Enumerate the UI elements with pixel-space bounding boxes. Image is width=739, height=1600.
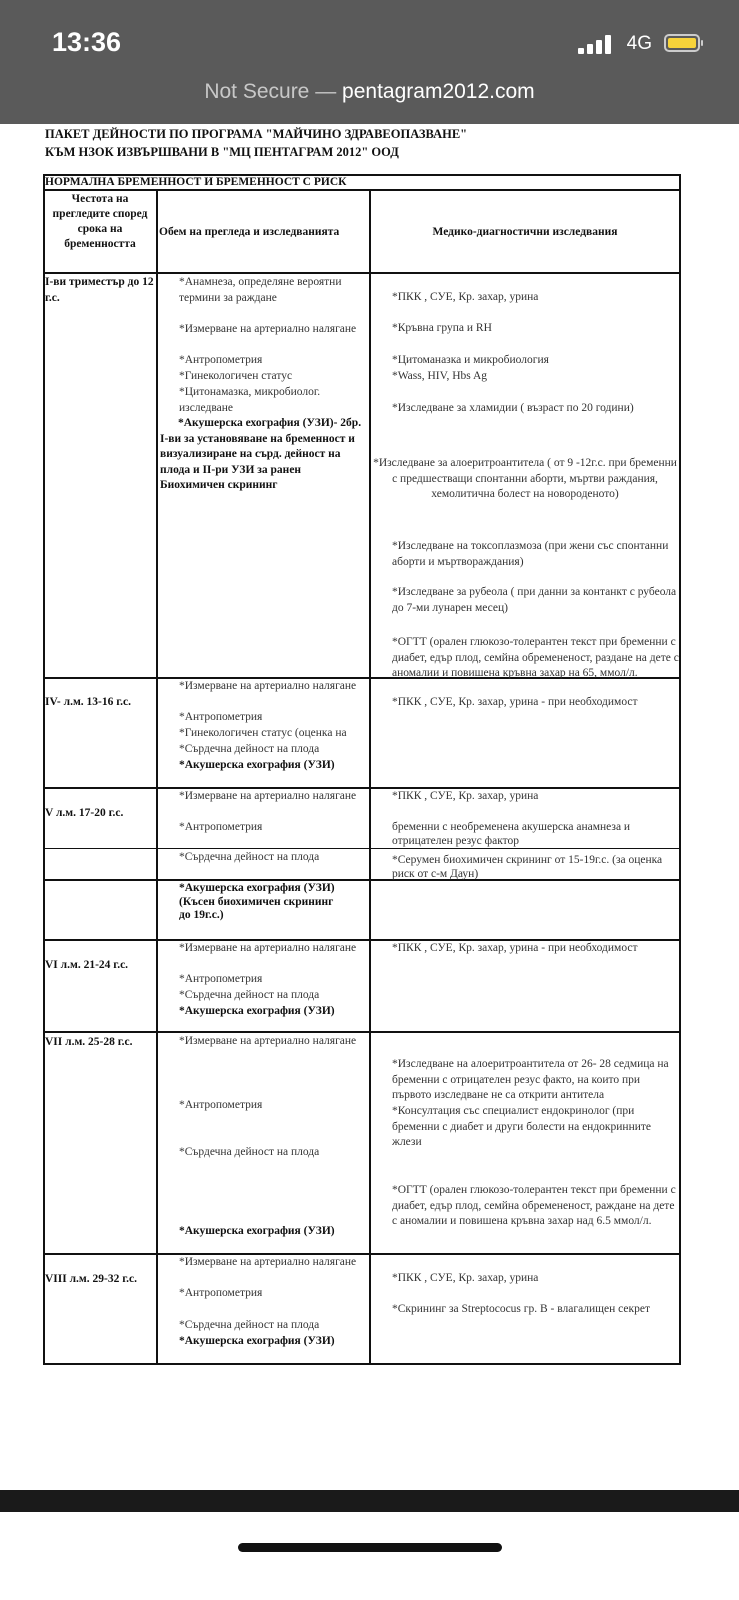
exam-item: *Гинекологичен статус [179,370,293,382]
period-label: V л.м. 17-20 г.с. [45,807,124,819]
period-label: VI л.м. 21-24 г.с. [45,959,129,971]
test-item: *Изследване на алоеритроантитела от 26- 28 седмица на бременни с отрицателен резус факто, на които при първото изследване не са открити антитела [392,1058,669,1101]
exam-item: *Измерване на артериално налягане [179,790,357,802]
signal-icon [578,34,614,54]
exam-item-ultrasound: *Акушерска ехография (УЗИ) [179,1335,335,1347]
test-item: *ПКК , СУЕ, Кр. захар, урина - при необходимост [392,696,638,708]
not-secure-label: Not Secure [204,80,310,103]
exam-item: *Измерване на артериално налягане [179,680,357,692]
header-tests: Медико-диагностични изследвания [432,226,618,238]
exam-item: *Антропометрия [179,821,263,833]
clock: 13:36 [52,27,122,57]
test-item: *Изследване за алоеритроантитела ( от 9 -12г.с. при бременни с предшестващи спонтанни аборти, мъртви раждания, хемолитична болест на новороденото) [373,457,677,500]
browser-toolbar [0,1490,739,1512]
exam-item: *Сърдечна дейност на плода [179,743,320,755]
test-item: *Цитоманазка и микробиология [392,354,549,366]
home-indicator[interactable] [238,1543,502,1552]
exam-item-ultrasound: *Акушерска ехография (УЗИ) [179,1005,335,1017]
period-label: VII л.м. 25-28 г.с. [45,1036,133,1048]
exam-item: *Сърдечна дейност на плода [179,1319,320,1331]
document-title-line2: КЪМ НЗОК ИЗВЪРШВАНИ В "МЦ ПЕНТАГРАМ 2012" ООД [45,145,399,159]
exam-item: *Антропометрия [179,711,263,723]
test-item: *ПКК , СУЕ, Кр. захар, урина [392,790,539,802]
header-period: Честота на прегледите според срока на бременността [52,193,148,250]
test-item: бременни с необременена акушерска анамнеза и отрицателен резус фактор [392,821,631,847]
table-caption: НОРМАЛНА БРЕМЕННОСТ И БРЕМЕННОСТ С РИСК [45,176,347,188]
exam-item: *Измерване на артериално налягане [179,1256,357,1268]
exam-item: *Антропометрия [179,973,263,985]
test-item: *Кръвна група и RH [392,322,492,334]
test-item: *ОГТТ (орален глюкозо-толерантен текст при бременни с диабет, едър плод, семйна обремененост, раждане на дете с аномалии и повишена кръвна захар над 6.5 ммол/л. [392,1184,676,1227]
exam-item: *Антропометрия [179,1287,263,1299]
exam-item: *Сърдечна дейност на плода [179,989,320,1001]
battery-icon [664,34,700,52]
header-exams: Обем на прегледа и изследванията [159,226,340,238]
exam-item: *Гинекологичен статус (оценка на [179,727,347,739]
exam-item: *Измерване на артериално налягане [179,942,357,954]
period-label: I-ви триместър до 12 г.с. [45,276,154,304]
period-label: VIII л.м. 29-32 г.с. [45,1273,137,1285]
exam-item: *Сърдечна дейност на плода [179,851,320,863]
separator: — [309,80,343,103]
url-domain: pentagram2012.com [342,80,535,103]
test-item: *ПКК , СУЕ, Кр. захар, урина [392,291,539,303]
document-title-line1: ПАКЕТ ДЕЙНОСТИ ПО ПРОГРАМА "МАЙЧИНО ЗДРАВЕОПАЗВАНЕ" [45,127,468,141]
exam-item: *Антропометрия [179,1099,263,1111]
test-item: *Серумен биохимичен скрининг от 15-19г.с. (за оценка риск от с-м Даун) [392,854,663,880]
test-item: *Изследване за хламидии ( възраст по 20 години) [392,402,634,414]
test-item: *Скрининг за Streptococus гр. B - влагалищен секрет [392,1303,650,1315]
exam-item-ultrasound: *Акушерска ехография (УЗИ) (Късен биохимичен скрининг до 19г.с.) [179,882,335,921]
test-item: *ПКК , СУЕ, Кр. захар, урина [392,1272,539,1284]
network-type: 4G [626,33,652,54]
exam-item-ultrasound: *Акушерска ехография (УЗИ) [179,1225,335,1237]
test-item: *Изследване за рубеола ( при данни за контанкт с рубеола до 7-ми лунарен месец) [392,586,677,614]
test-item: *Изследване на токсоплазмоза (при жени със спонтанни аборти и мъртвораждания) [392,540,669,568]
exam-item: *Антропометрия [179,354,263,366]
exam-item-ultrasound: *Акушерска ехография (УЗИ) [179,759,335,771]
exam-item: *Сърдечна дейност на плода [179,1146,320,1158]
test-item: *Wass, HIV, Hbs Ag [392,370,488,382]
exam-item: *Измерване на артериално налягане [179,323,357,335]
address-bar[interactable] [0,80,739,104]
test-item: *Консултация със специалист ендокринолог (при бременни с диабет и други болести на ендокринните жлези [392,1105,652,1148]
exam-item-ultrasound: *Акушерска ехография (УЗИ)- 2бр. I-ви за установяване на бременност и визуализиране на сърд. дейност на плода и II-ри УЗИ за ранен Биохимичен скрининг [160,417,362,491]
exam-item: *Измерване на артериално налягане [179,1035,357,1047]
test-item: *ОГТТ (орален глюкозо-толерантен текст при бременни с диабет, едър плод, семйна обремененост, раздане на дете с аномалии и повишена кръвна захар на 65, ммол/л. [392,636,679,679]
status-bar [0,0,739,124]
exam-item: *Цитонамазка, микробиолог. изследване [179,386,321,414]
exam-item: *Анамнеза, определяне вероятни термини за раждане [179,276,342,304]
period-label: IV- л.м. 13-16 г.с. [45,696,132,708]
test-item: *ПКК , СУЕ, Кр. захар, урина - при необходимост [392,942,638,954]
